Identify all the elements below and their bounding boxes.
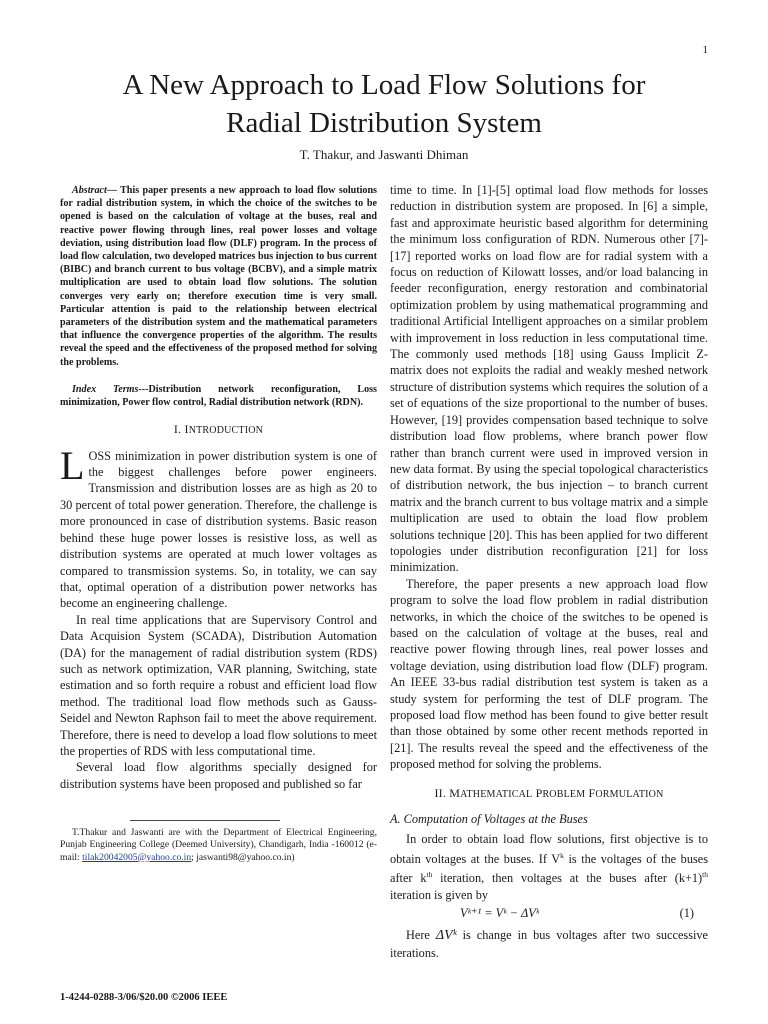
text-run: is the voltages of the buses after k	[390, 851, 708, 886]
text-run: In order to obtain load flow solutions, first objective is to obtain voltages at the buses. If V	[390, 832, 708, 866]
index-terms-lead: Index Terms	[72, 383, 139, 395]
copyright-notice: 1-4244-0288-3/06/$20.00 ©2006 IEEE	[60, 992, 228, 1003]
footnote-text: T.Thakur and Jaswanti are with the Department of Electrical Engineering, Punjab Engineering College (Deemed University), Chandigarh, India -160012 (e-mail:	[60, 827, 377, 863]
footnote-divider	[130, 820, 280, 821]
section-word: ROBLEM	[542, 788, 586, 800]
intro-paragraph-1	[60, 442, 377, 612]
authors: T. Thakur, and Jaswanti Dhiman	[299, 147, 469, 162]
left-column	[60, 182, 377, 864]
section-letter: F	[588, 785, 596, 800]
math-symbol: ΔVᵏ	[435, 928, 457, 944]
section-letter: M	[449, 785, 461, 800]
superscript: th	[702, 870, 708, 880]
text-run: Here	[406, 928, 436, 943]
text-run: is change in bus voltages after two successive iterations.	[390, 928, 708, 960]
section-numeral: I.	[173, 422, 182, 437]
right-paragraph-4	[390, 927, 708, 961]
subsection-heading: A. Computation of Voltages at the Buses	[390, 812, 588, 827]
footnote-email-2: ; jaswanti98@yahoo.co.in)	[191, 851, 295, 863]
section-word: ORMULATION	[595, 788, 664, 800]
equation-expression: Vᵏ⁺¹ = Vᵏ − ΔVᵏ	[460, 906, 540, 921]
abstract-text: — This paper presents a new approach to load flow solutions for radial distribution system, in which the choice of the switches to be opened is based on the calculation of voltage at the buses, real and reactive power flowing through lines, real power losses and voltage deviation, using distribution load flow (DLF) program. In the process of load flow calculation, two developed matrices bus injection to bus current (BIBC) and branch current to bus voltage (BCBV), and a simple matrix multiplication are used to obtain load flow solutions. The solution converges very early on; therefore execution time is very small. Particular attention is paid to the relationship between electrical parameters of the distribution system and the mathematical parameters that influence the convergence properties of the algorithm. The results reveal the speed and the effectiveness of the proposed method for solving the problems.	[60, 185, 377, 368]
intro-paragraph-3: Several load flow algorithms specially designed for distribution systems have been proposed and published so far	[60, 760, 377, 791]
title-line-1: A New Approach to Load Flow Solutions for	[122, 69, 646, 101]
equation-number: (1)	[679, 906, 694, 921]
right-paragraph-1: time to time. In [1]-[5] optimal load flow methods for losses reduction in distribution system are proposed. In [6] a simple, fast and approximate heuristic based algorithm for determining the minimum loss configuration of RDN. Numerous other [7]-[17] reported works on load flow are for radial system with a focus on reduction of Kilowatt losses, and/or load balancing in feeder reconfiguration, energy restoration and combinatorial optimization problem by using mathematical programming and traditional Artificial Intelligent approaches on a similar problem with improvement in loss reduction in less computational time. The commonly used methods [18] using Gauss Implicit Z-matrix does not exploits the radial and weakly meshed network structure of distribution systems which requires the solution of a set of equations of the size proportional to the number of buses. However, [19] provides compensation based technique to solve distribution load flow problems, where branch power flow rather than branch current were used in improved version in new data format. By using the special topological characteristics of distribution network, the bus injection – to branch current matrix and the branch current to bus voltage matrix and a simple multiplication are used to obtain the load flow problem solutions technique [20]. This has been applied for two different topologies under distribution reconfiguration [21] for loss minimization.	[390, 183, 708, 575]
equation-1	[390, 905, 708, 925]
superscript: k	[560, 850, 564, 860]
intro-paragraph-1-text: OSS minimization in power distribution system is one of the biggest challenges before power engineers. Transmission and distribution losses are as high as 20 to 30 percent of total power generation. Therefore, the challenge is more pronounced in case of distribution systems. Basic reason behind these huge power losses is resistive loss, as well as distribution systems are operated at much lower voltages as compared to transmission systems. So, in totality, we can say that, optimal operation of a distribution power networks has become an engineering challenge.	[60, 448, 377, 611]
intro-paragraph-2: In real time applications that are Supervisory Control and Data Acquision System (SCADA), Distribution Automation (DA) for the management of radial distribution system (RDS) such as network optimization, VAR planning, Switching, state estimation and so forth require a robust and efficient load flow method. The traditional load flow methods such as Gauss-Seidel and Newton Raphson fail to meet the above requirement. Therefore, there is need to develop a load flow solutions to meet the properties of RDS with less computational time.	[60, 612, 377, 758]
superscript: th	[426, 870, 433, 880]
section-first-letter: I	[184, 422, 189, 437]
section-heading-introduction	[60, 421, 377, 439]
email-link[interactable]: tilak20042005@yahoo.co.in	[82, 851, 192, 863]
page-number: 1	[702, 44, 708, 56]
abstract-lead: Abstract	[72, 185, 107, 196]
section-numeral: II.	[434, 785, 447, 800]
section-rest: NTRODUCTION	[188, 425, 264, 437]
section-heading-formulation	[390, 785, 708, 803]
footnote	[60, 827, 377, 864]
index-terms	[60, 383, 377, 409]
text-run: iteration is given by	[390, 887, 489, 902]
right-paragraph-2: Therefore, the paper presents a new approach load flow program to solve the load flow problem in radial distribution networks, in which the choice of the switches to be opened is based on the calculation of voltage at the buses, real and reactive power flowing through lines, real power losses and voltage deviation, using distribution load flow (DLF) program. An IEEE 33-bus radial distribution test system is taken as a study system for performing the test of DLF program. The proposed load flow method has been found to give better result than those obtained by some other recent methods reported in [21]. The results reveal the speed and the effectiveness of the proposed method for solving the problems.	[390, 576, 708, 772]
dropcap: L	[60, 442, 85, 488]
title-line-2: Radial Distribution System	[226, 107, 542, 139]
right-paragraph-3	[390, 831, 708, 903]
index-terms-text: ---Distribution network reconfiguration, Loss minimization, Power flow control, Radial distribution network (RDN).	[60, 383, 377, 409]
paper-title	[60, 66, 708, 142]
section-letter: P	[535, 785, 543, 800]
abstract	[60, 184, 377, 369]
section-word: ATHEMATICAL	[460, 788, 533, 800]
right-column	[390, 182, 708, 961]
text-run: iteration, then voltages at the buses after (k+1)	[432, 871, 703, 886]
